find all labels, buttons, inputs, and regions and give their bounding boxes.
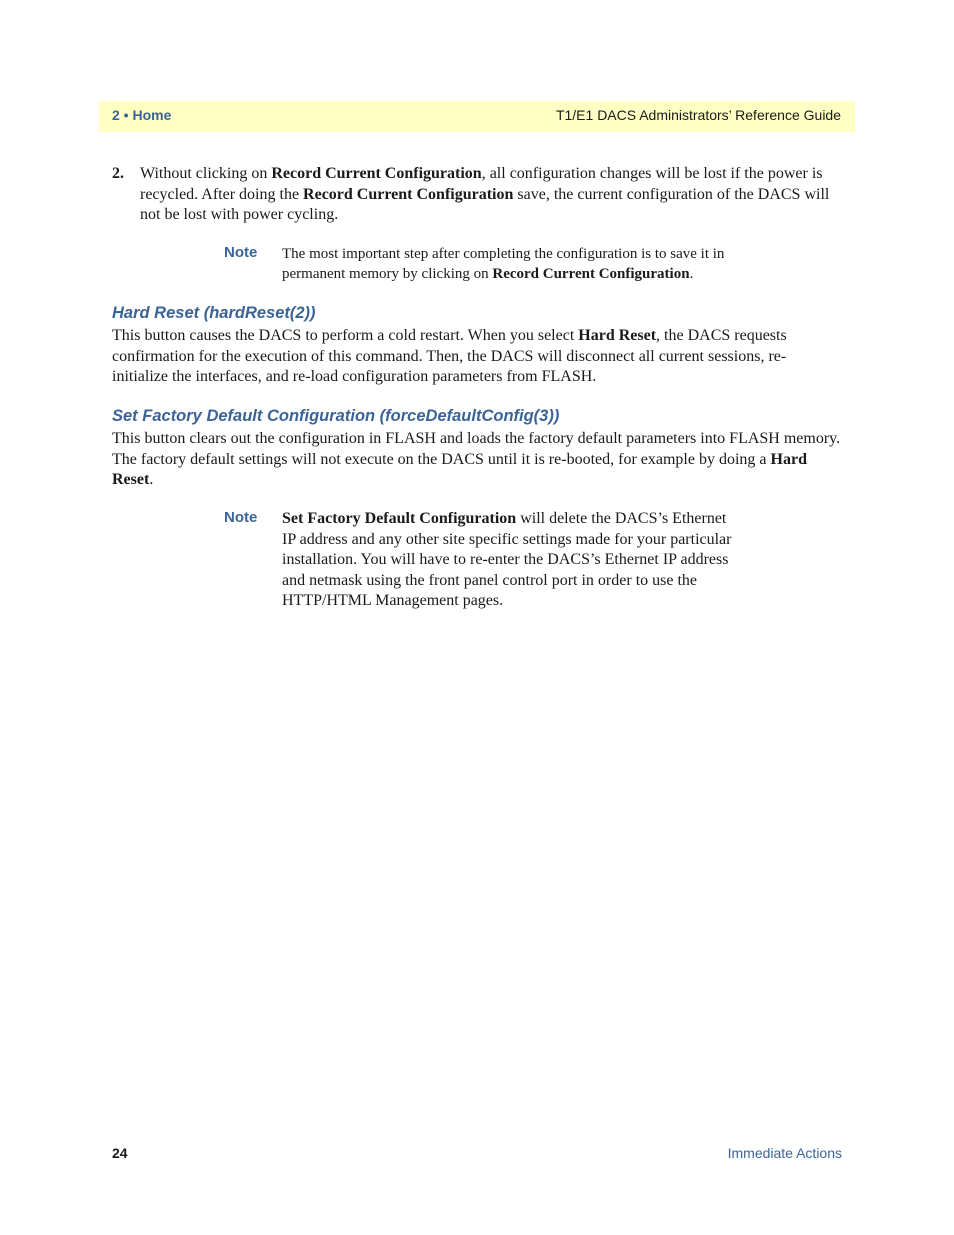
- note-text: [282, 509, 742, 612]
- step-text: [140, 164, 842, 226]
- note-label: Note: [224, 244, 258, 261]
- paragraph-text-part: This button clears out the configuration in FLASH and loads the factory default parameters into FLASH memory. The factory default settings will not execute on the DACS until it is re-booted, for example by doing a: [112, 430, 841, 468]
- step-bold-term: Record Current Configuration: [303, 185, 514, 203]
- step-text-part: , all configuration changes will be lost if the power is recycled. After doing the: [140, 165, 823, 203]
- section-heading-hard-reset: Hard Reset (hardReset(2)): [112, 304, 316, 322]
- running-header: [99, 101, 855, 132]
- note-text: [282, 244, 742, 284]
- paragraph-factory-default: [112, 429, 842, 491]
- note-bold-term: Record Current Configuration: [492, 266, 690, 282]
- paragraph-text-part: This button causes the DACS to perform a cold restart. When you select: [112, 327, 579, 344]
- paragraph-bold-term: Hard Reset: [112, 450, 807, 488]
- step-text-part: save, the current configuration of the DACS will not be lost with power cycling.: [140, 185, 830, 223]
- paragraph-bold-term: Hard Reset: [578, 327, 657, 344]
- note-bold-term: Set Factory Default Configuration: [282, 510, 517, 527]
- section-heading-factory-default: Set Factory Default Configuration (forceDefaultConfig(3)): [112, 407, 560, 425]
- guide-title: T1/E1 DACS Administrators’ Reference Guide: [555, 107, 841, 123]
- note-text-part: will delete the DACS’s Ethernet IP address and any other site specific settings made for your particular installation. You will have to re-enter the DACS’s Ethernet IP address and netmask using the front panel control port in order to use the HTTP/HTML Management pages.: [282, 510, 732, 609]
- page-number: 24: [112, 1145, 128, 1161]
- chapter-title: 2 • Home: [112, 107, 172, 123]
- step-number: 2.: [112, 165, 124, 182]
- footer-section-title: Immediate Actions: [727, 1145, 842, 1161]
- note-text-part: The most important step after completing the configuration is to save it in permanent memory by clicking on: [282, 246, 725, 282]
- paragraph-text-part: , the DACS requests confirmation for the execution of this command. Then, the DACS will disconnect all current sessions, re-initialize the interfaces, and re-load configuration parameters from FLASH.: [112, 327, 787, 385]
- note-text-part: .: [689, 266, 694, 282]
- step-bold-term: Record Current Configuration: [271, 165, 482, 182]
- paragraph-text-part: .: [149, 471, 154, 488]
- step-text-part: Without clicking on: [140, 165, 272, 182]
- paragraph-hard-reset: [112, 326, 842, 388]
- note-label: Note: [224, 509, 258, 526]
